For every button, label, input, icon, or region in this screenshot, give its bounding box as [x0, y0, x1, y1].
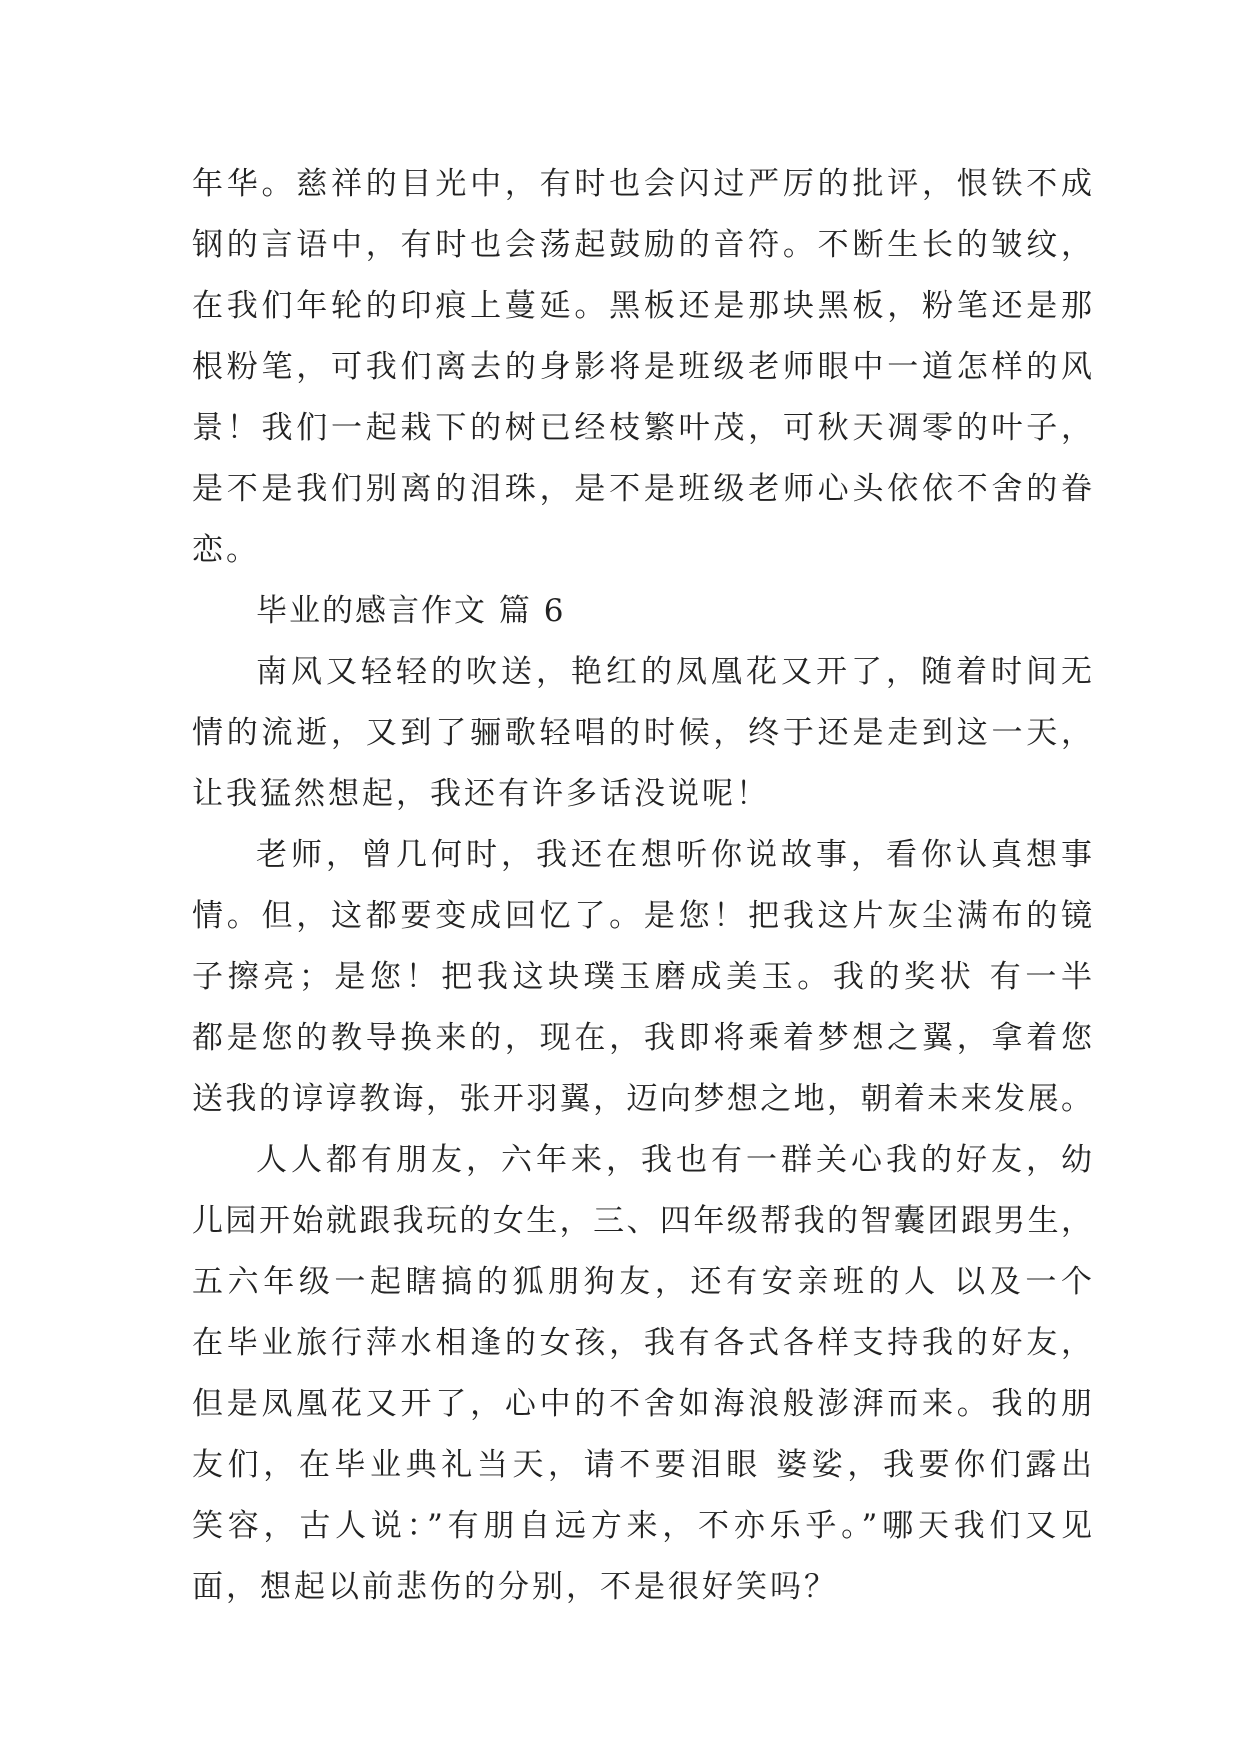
text-line: 情。但，这都要变成回忆了。是您！把我这片灰尘满布的镜: [192, 898, 1092, 934]
text-line: 情的流逝，又到了骊歌轻唱的时候，终于还是走到这一天，: [192, 715, 1092, 751]
paragraph: [192, 1130, 1092, 1618]
section-heading: 毕业的感言作文 篇 6: [256, 593, 566, 629]
text-line: 但是凤凰花又开了，心中的不舍如海浪般澎湃而来。我的朋: [192, 1386, 1092, 1422]
text-line: 子擦亮；是您！把我这块璞玉磨成美玉。我的奖状 有一半: [192, 959, 1092, 995]
text-line: 老师，曾几何时，我还在想听你说故事，看你认真想事: [256, 837, 1092, 873]
text-line: 南风又轻轻的吹送，艳红的凤凰花又开了，随着时间无: [256, 654, 1092, 690]
text-line: 友们，在毕业典礼当天，请不要泪眼 婆娑，我要你们露出: [192, 1447, 1092, 1483]
text-line: 送我的谆谆教诲，张开羽翼，迈向梦想之地，朝着未来发展。: [192, 1081, 1092, 1117]
text-line: 恋。: [192, 532, 260, 568]
document-body: [192, 154, 1092, 1618]
paragraph: [192, 642, 1092, 825]
text-line: 让我猛然想起，我还有许多话没说呢！: [192, 776, 770, 812]
text-line: 是不是我们别离的泪珠，是不是班级老师心头依依不舍的眷: [192, 471, 1092, 507]
text-line: 都是您的教导换来的，现在，我即将乘着梦想之翼，拿着您: [192, 1020, 1092, 1056]
text-line: 面，想起以前悲伤的分别，不是很好笑吗？: [192, 1569, 838, 1605]
text-line: 在毕业旅行萍水相逢的女孩，我有各式各样支持我的好友，: [192, 1325, 1092, 1361]
text-line: 五六年级一起瞎搞的狐朋狗友，还有安亲班的人 以及一个: [192, 1264, 1092, 1300]
paragraph: [192, 825, 1092, 1130]
paragraph-continuation: [192, 154, 1092, 581]
text-line: 根粉笔，可我们离去的身影将是班级老师眼中一道怎样的风: [192, 349, 1092, 385]
text-line: 笑容，古人说：”有朋自远方来，不亦乐乎。”哪天我们又见: [192, 1508, 1092, 1544]
text-line: 钢的言语中，有时也会荡起鼓励的音符。不断生长的皱纹，: [192, 227, 1092, 263]
text-line: 年华。慈祥的目光中，有时也会闪过严厉的批评，恨铁不成: [192, 166, 1092, 202]
text-line: 景！我们一起栽下的树已经枝繁叶茂，可秋天凋零的叶子，: [192, 410, 1092, 446]
text-line: 儿园开始就跟我玩的女生，三、四年级帮我的智囊团跟男生，: [192, 1203, 1092, 1239]
text-line: 人人都有朋友，六年来，我也有一群关心我的好友，幼: [256, 1142, 1092, 1178]
text-line: 在我们年轮的印痕上蔓延。黑板还是那块黑板，粉笔还是那: [192, 288, 1092, 324]
